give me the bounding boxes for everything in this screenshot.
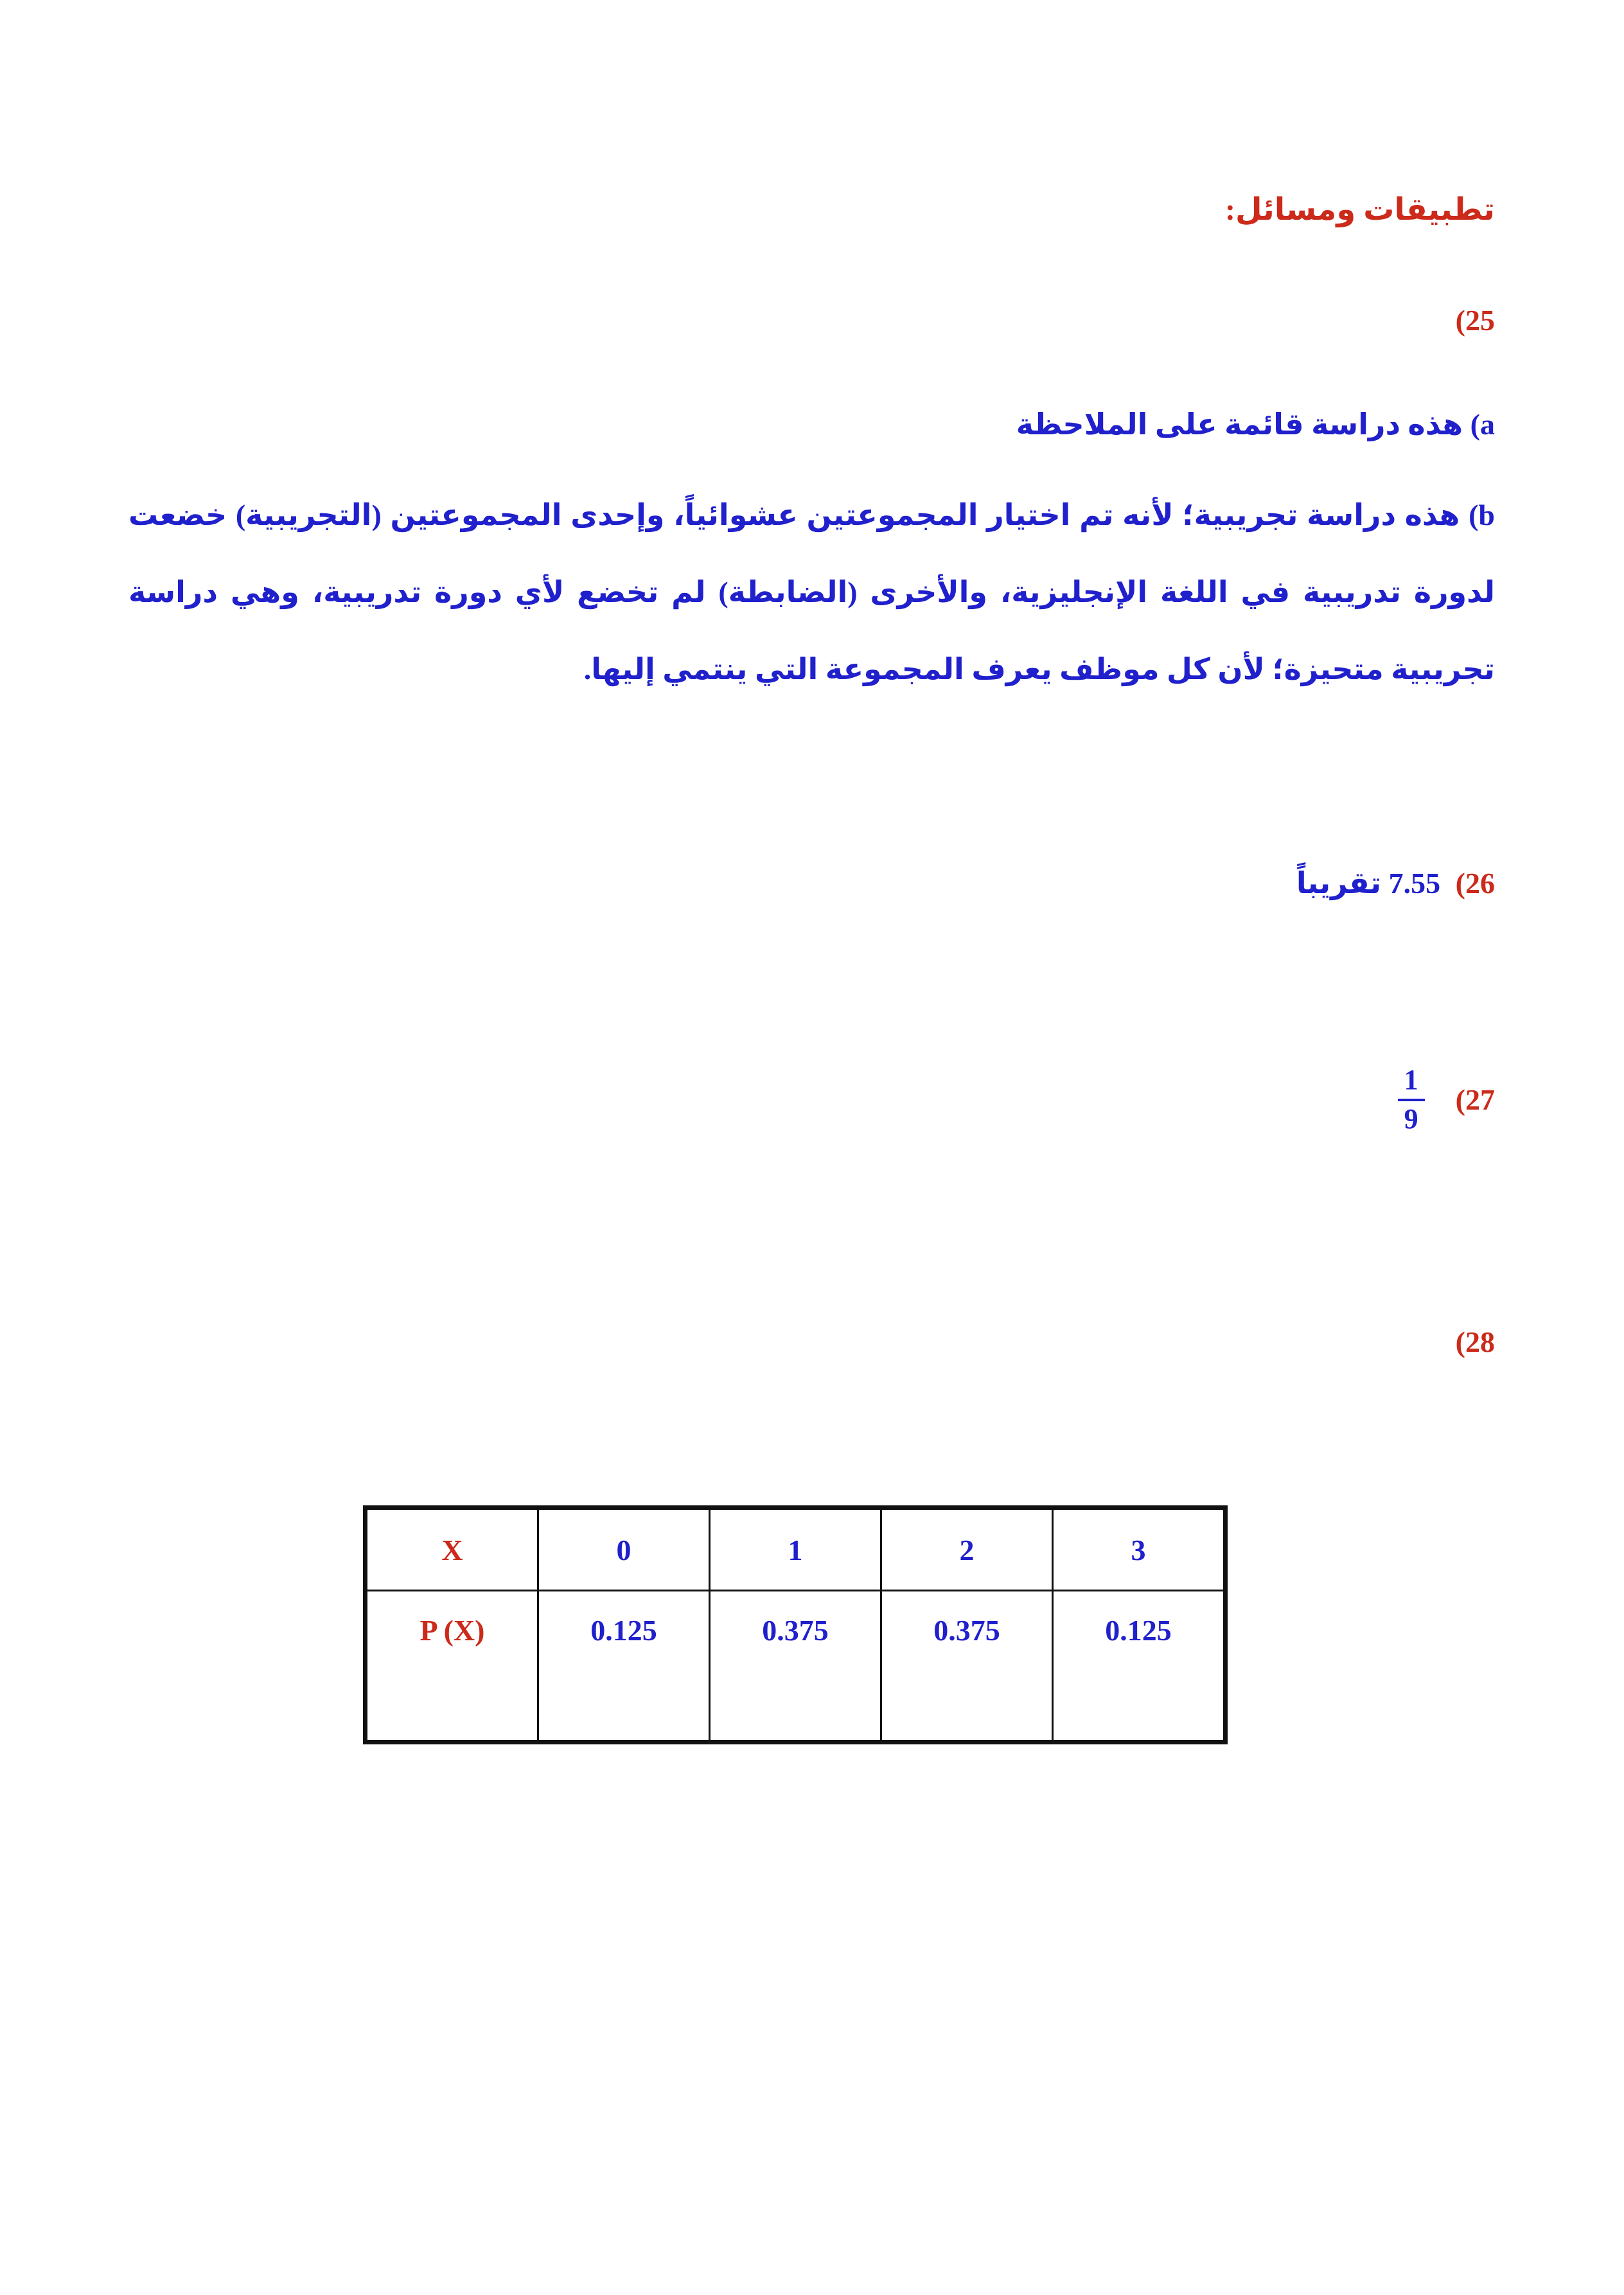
table-header-x: X (366, 1508, 538, 1591)
fraction-denominator: 9 (1404, 1103, 1418, 1135)
table-cell-p0: 0.125 (538, 1591, 710, 1742)
fraction-numerator: 1 (1398, 1064, 1425, 1101)
table-cell-p3: 0.125 (1053, 1591, 1226, 1742)
table-cell-p2: 0.375 (881, 1591, 1053, 1742)
table-cell-x1: 1 (710, 1508, 881, 1591)
table-header-px: P (X) (366, 1591, 538, 1742)
answer-27-fraction (1398, 1064, 1425, 1135)
probability-distribution-table (363, 1505, 1228, 1744)
answer-26-text: 7.55 تقريباً (1296, 867, 1441, 899)
answer-25a-text: a) هذه دراسة قائمة على الملاحظة (1016, 408, 1495, 441)
answer-25b-paragraph: b) هذه دراسة تجريبية؛ لأنه تم اختيار المجموعتين عشوائياً، وإحدى المجموعتين (التجريبية) خضعت لدورة تدريبية في اللغة الإنجليزية، والأخرى (الضابطة) لم تخضع لأي دورة تدريبية، وهي دراسة تجريبية متحيزة؛ لأن كل موظف يعرف المجموعة التي ينتمي إليها. (128, 499, 1495, 686)
table-cell-p1: 0.375 (710, 1591, 881, 1742)
table-cell-x2: 2 (881, 1508, 1053, 1591)
table-cell-x0: 0 (538, 1508, 710, 1591)
table-row-px (366, 1591, 1226, 1742)
question-25-label: 25) (1455, 304, 1495, 337)
question-28-label: 28) (1455, 1325, 1495, 1359)
table-row-x (366, 1508, 1226, 1591)
table-cell-x3: 3 (1053, 1508, 1226, 1591)
page-title: تطبيقات ومسائل: (1224, 193, 1495, 227)
question-26-line (128, 865, 1495, 900)
question-27-label: 27) (1455, 1083, 1495, 1117)
question-27-line (128, 1064, 1495, 1135)
question-26-label: 26) (1455, 867, 1495, 899)
